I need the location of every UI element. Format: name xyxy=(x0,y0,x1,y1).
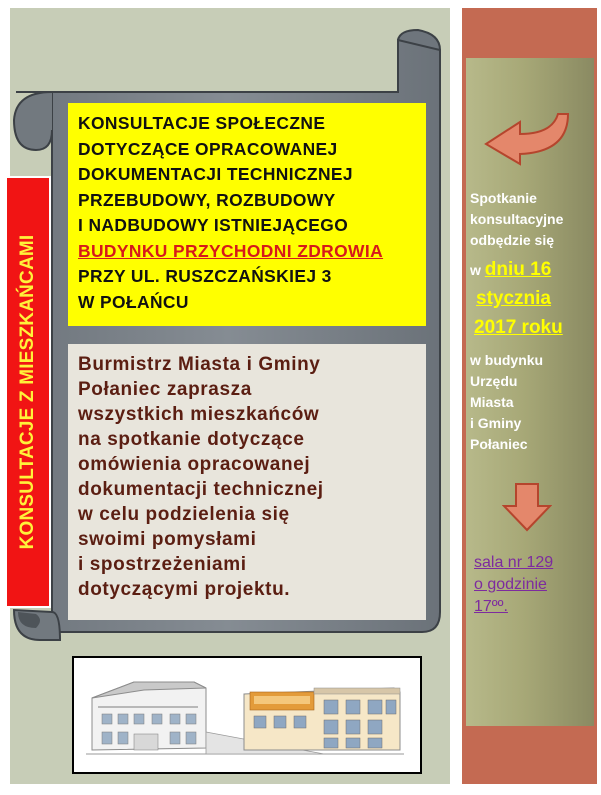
title-line: PRZEBUDOWY, ROZBUDOWY xyxy=(78,189,336,210)
meeting-day: dniu 16 xyxy=(484,259,552,280)
date-line xyxy=(470,284,594,313)
intro-line: konsultacyjne xyxy=(470,211,564,227)
invitation-line: i spostrzeżeniami xyxy=(78,554,247,575)
title-line: I NADBUDOWY ISTNIEJĄCEGO xyxy=(78,215,349,235)
building-drawing xyxy=(74,658,420,772)
invitation-line: omówienia opracowanej xyxy=(78,454,311,475)
w-prefix: w xyxy=(470,262,481,278)
place-line: Urzędu xyxy=(470,373,518,389)
title-box xyxy=(68,103,426,326)
place-line: Miasta xyxy=(470,394,514,410)
invitation-box xyxy=(68,344,426,620)
date-line xyxy=(470,255,594,284)
title-line: W POŁAŃCU xyxy=(78,291,189,312)
room-time xyxy=(474,552,594,618)
meeting-year: 2017 roku xyxy=(474,317,563,338)
title-line: DOKUMENTACJI TECHNICZNEJ xyxy=(78,164,353,184)
meeting-month: stycznia xyxy=(476,288,551,309)
meeting-info xyxy=(470,188,594,455)
room-number: sala nr 129 xyxy=(474,554,554,571)
curved-arrow-icon xyxy=(476,108,576,178)
place-line: Połaniec xyxy=(470,436,528,452)
title-line: PRZY UL. RUSZCZAŃSKIEJ 3 xyxy=(78,266,332,286)
invitation-line: swoimi pomysłami xyxy=(78,529,257,550)
invitation-line: w celu podzielenia się xyxy=(78,504,290,525)
title-line: DOTYCZĄCE OPRACOWANEJ xyxy=(78,138,338,159)
place-line: i Gminy xyxy=(470,415,522,431)
title-line: KONSULTACJE SPOŁECZNE xyxy=(78,113,326,133)
meeting-time: 17ºº. xyxy=(474,598,508,615)
invitation-line: na spotkanie dotyczące xyxy=(78,429,305,450)
intro-line: odbędzie się xyxy=(470,232,555,248)
invitation-line: Burmistrz Miasta i Gminy xyxy=(78,354,321,375)
title-highlight: BUDYNKU PRZYCHODNI ZDROWIA xyxy=(78,240,384,261)
invitation-line: wszystkich mieszkańców xyxy=(78,404,320,425)
intro-line: Spotkanie xyxy=(470,190,537,206)
place-line: w budynku xyxy=(470,352,544,368)
down-arrow-icon xyxy=(502,482,552,532)
meeting-time-label: o godzinie xyxy=(474,576,547,593)
building-illustration xyxy=(72,656,422,774)
vertical-banner xyxy=(5,176,51,608)
invitation-line: Połaniec zaprasza xyxy=(78,379,252,400)
invitation-line: dotyczącymi projektu. xyxy=(78,579,291,600)
vertical-banner-text: KONSULTACJE Z MIESZKAŃCAMI xyxy=(17,234,38,550)
invitation-line: dokumentacji technicznej xyxy=(78,479,324,500)
date-line xyxy=(470,313,594,342)
